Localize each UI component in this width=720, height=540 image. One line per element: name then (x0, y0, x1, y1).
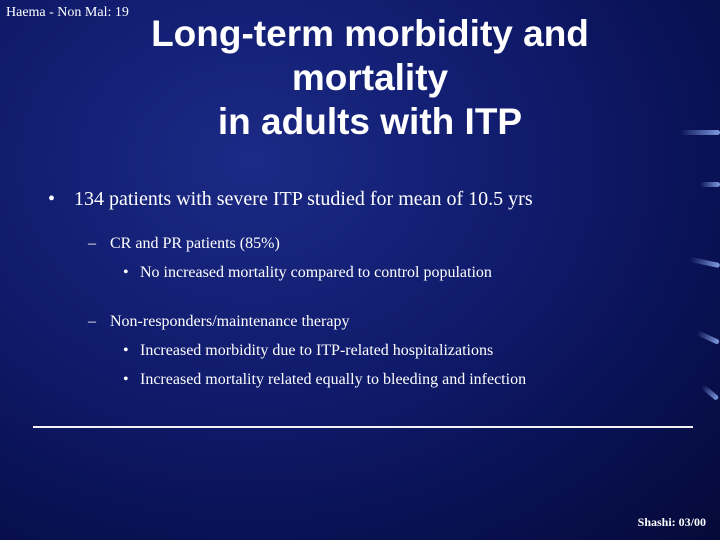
decorative-streak (701, 384, 720, 401)
title-line-3: in adults with ITP (217, 101, 523, 142)
sub-bullet-text: Non-responders/maintenance therapy (110, 313, 350, 330)
sub-sub-bullet-text: No increased mortality compared to control population (140, 264, 492, 281)
title-line-2: mortality (291, 57, 449, 98)
sub-sub-bullet (123, 342, 493, 360)
sub-sub-bullet-text: Increased morbidity due to ITP-related hospitalizations (140, 342, 494, 359)
bullet-marker: • (48, 188, 56, 210)
dash-marker: – (88, 313, 96, 330)
bullet-marker: • (123, 371, 129, 388)
sub-bullet-responders (88, 235, 280, 253)
main-bullet-text: 134 patients with severe ITP studied for mean of 10.5 yrs (74, 188, 533, 210)
sub-sub-bullet (123, 371, 526, 389)
decorative-streak (696, 330, 720, 345)
sub-sub-bullet (123, 264, 492, 282)
decorative-streak (700, 182, 720, 187)
decorative-streak (680, 130, 720, 135)
sub-bullet-text: CR and PR patients (85%) (110, 235, 280, 252)
bullet-marker: • (123, 342, 129, 359)
bullet-marker: • (123, 264, 129, 281)
title-line-1: Long-term morbidity and (151, 13, 589, 54)
slide-title (120, 12, 620, 144)
main-bullet (48, 188, 533, 211)
horizontal-divider (33, 426, 693, 428)
sub-bullet-non-responders (88, 313, 349, 331)
dash-marker: – (88, 235, 96, 252)
sub-sub-bullet-text: Increased mortality related equally to bleeding and infection (140, 371, 527, 388)
footer-label: Shashi: 03/00 (637, 515, 706, 529)
decorative-streak (690, 257, 720, 268)
slide-corner-label: Haema - Non Mal: 19 (6, 5, 129, 20)
